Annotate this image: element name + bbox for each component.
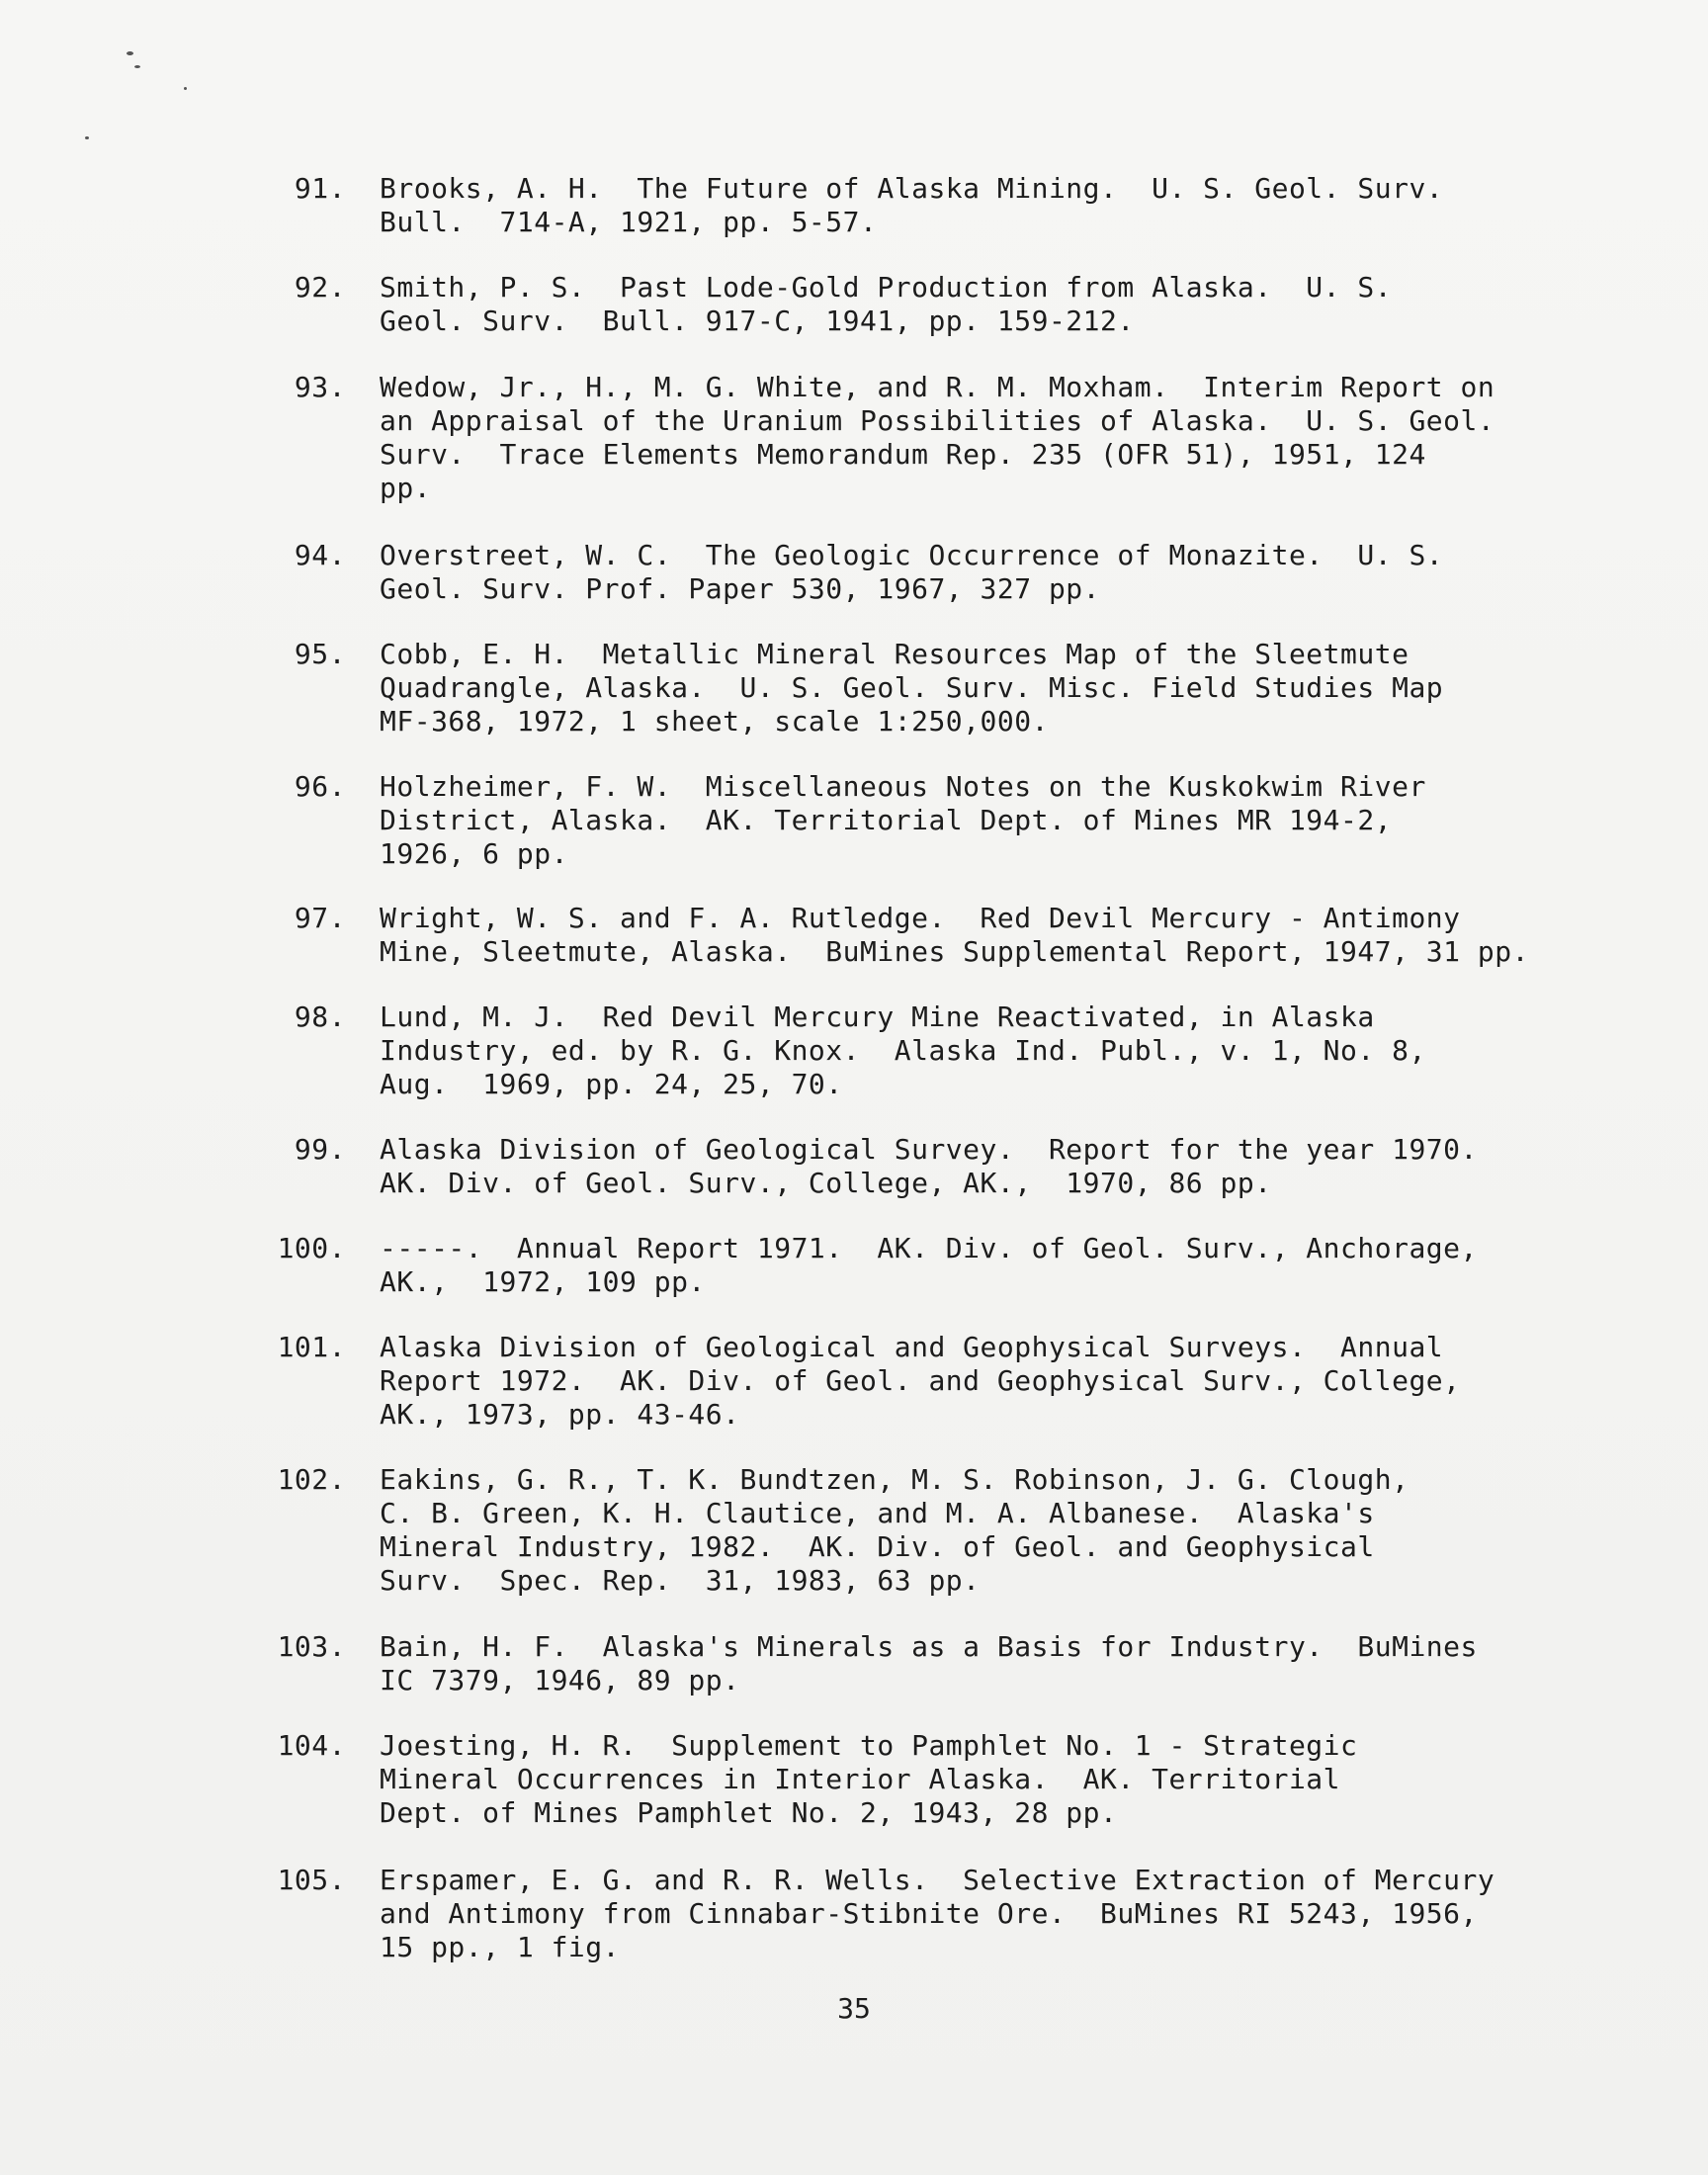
citation-line: AK. Div. of Geol. Surv., College, AK., 1970, 86 pp. (380, 1167, 1272, 1199)
reference-citation (380, 271, 1506, 338)
reference-citation (380, 902, 1529, 969)
page-number: 35 (837, 1992, 871, 2025)
reference-list (257, 172, 1542, 1996)
reference-citation (380, 1463, 1506, 1598)
reference-entry (257, 638, 1542, 739)
citation-line: Surv. Trace Elements Memorandum Rep. 235 (OFR 51), 1951, 124 (380, 438, 1426, 471)
citation-line: Alaska Division of Geological Survey. Report for the year 1970. (380, 1133, 1478, 1166)
reference-number: 103. (277, 1630, 346, 1663)
citation-line: Report 1972. AK. Div. of Geol. and Geophysical Surv., College, (380, 1364, 1461, 1397)
citation-line: Dept. of Mines Pamphlet No. 2, 1943, 28 pp. (380, 1796, 1118, 1829)
reference-entry (257, 1729, 1542, 1830)
reference-citation (380, 1232, 1506, 1299)
citation-line: Mineral Industry, 1982. AK. Div. of Geol. and Geophysical (380, 1530, 1375, 1563)
citation-line: an Appraisal of the Uranium Possibilities of Alaska. U. S. Geol. (380, 404, 1495, 437)
reference-entry (257, 770, 1542, 871)
citation-line: Eakins, G. R., T. K. Bundtzen, M. S. Robinson, J. G. Clough, (380, 1463, 1409, 1496)
reference-citation (380, 1864, 1506, 1964)
reference-citation (380, 539, 1506, 606)
reference-citation (380, 1133, 1506, 1200)
citation-line: and Antimony from Cinnabar-Stibnite Ore. BuMines RI 5243, 1956, (380, 1897, 1478, 1930)
citation-line: C. B. Green, K. H. Clautice, and M. A. Albanese. Alaska's (380, 1497, 1375, 1529)
scan-speck (127, 51, 133, 55)
citation-line: MF-368, 1972, 1 sheet, scale 1:250,000. (380, 705, 1049, 738)
reference-number: 105. (277, 1864, 346, 1896)
citation-line: Lund, M. J. Red Devil Mercury Mine Reactivated, in Alaska (380, 1000, 1375, 1033)
scan-speck (134, 65, 140, 68)
reference-entry (257, 1630, 1542, 1697)
reference-entry (257, 1133, 1542, 1200)
reference-entry (257, 902, 1542, 969)
reference-citation (380, 638, 1506, 739)
reference-number: 93. (294, 371, 346, 403)
citation-line: Alaska Division of Geological and Geophysical Surveys. Annual (380, 1331, 1444, 1363)
scan-speck (85, 136, 89, 139)
citation-line: Smith, P. S. Past Lode-Gold Production from Alaska. U. S. (380, 271, 1393, 304)
citation-line: Aug. 1969, pp. 24, 25, 70. (380, 1068, 843, 1100)
reference-number: 94. (294, 539, 346, 571)
reference-citation (380, 371, 1506, 505)
reference-number: 100. (277, 1232, 346, 1264)
reference-entry (257, 1864, 1542, 1964)
citation-line: Mineral Occurrences in Interior Alaska. AK. Territorial (380, 1763, 1341, 1795)
reference-number: 98. (294, 1000, 346, 1033)
citation-line: Overstreet, W. C. The Geologic Occurrence of Monazite. U. S. (380, 539, 1444, 571)
reference-number: 102. (277, 1463, 346, 1496)
reference-number: 97. (294, 902, 346, 934)
reference-entry (257, 1000, 1542, 1101)
reference-number: 104. (277, 1729, 346, 1762)
citation-line: Quadrangle, Alaska. U. S. Geol. Surv. Misc. Field Studies Map (380, 671, 1444, 704)
citation-line: Joesting, H. R. Supplement to Pamphlet No. 1 - Strategic (380, 1729, 1358, 1762)
citation-line: pp. (380, 472, 432, 504)
citation-line: Mine, Sleetmute, Alaska. BuMines Supplemental Report, 1947, 31 pp. (380, 935, 1529, 968)
citation-line: Bain, H. F. Alaska's Minerals as a Basis for Industry. BuMines (380, 1630, 1478, 1663)
reference-citation (380, 1630, 1506, 1697)
citation-line: Wright, W. S. and F. A. Rutledge. Red Devil Mercury - Antimony (380, 902, 1461, 934)
citation-line: District, Alaska. AK. Territorial Dept. of Mines MR 194-2, (380, 804, 1393, 836)
reference-number: 96. (294, 770, 346, 803)
citation-line: Wedow, Jr., H., M. G. White, and R. M. Moxham. Interim Report on (380, 371, 1495, 403)
reference-number: 99. (294, 1133, 346, 1166)
citation-line: Brooks, A. H. The Future of Alaska Mining. U. S. Geol. Surv. (380, 172, 1444, 205)
citation-line: Geol. Surv. Prof. Paper 530, 1967, 327 pp. (380, 572, 1101, 605)
citation-line: 1926, 6 pp. (380, 837, 568, 870)
reference-entry (257, 172, 1542, 239)
scan-speck (184, 87, 187, 90)
citation-line: Erspamer, E. G. and R. R. Wells. Selective Extraction of Mercury (380, 1864, 1495, 1896)
reference-entry (257, 539, 1542, 606)
reference-citation (380, 770, 1506, 871)
citation-line: IC 7379, 1946, 89 pp. (380, 1664, 740, 1696)
citation-line: AK., 1972, 109 pp. (380, 1265, 706, 1298)
reference-number: 91. (294, 172, 346, 205)
citation-line: Cobb, E. H. Metallic Mineral Resources Map of the Sleetmute (380, 638, 1409, 670)
reference-entry (257, 371, 1542, 505)
citation-line: -----. Annual Report 1971. AK. Div. of Geol. Surv., Anchorage, (380, 1232, 1478, 1264)
reference-citation (380, 1000, 1506, 1101)
citation-line: Industry, ed. by R. G. Knox. Alaska Ind. Publ., v. 1, No. 8, (380, 1034, 1426, 1067)
citation-line: Surv. Spec. Rep. 31, 1983, 63 pp. (380, 1564, 981, 1597)
citation-line: 15 pp., 1 fig. (380, 1931, 621, 1963)
reference-entry (257, 271, 1542, 338)
reference-citation (380, 1331, 1506, 1432)
reference-entry (257, 1463, 1542, 1598)
reference-entry (257, 1331, 1542, 1432)
reference-citation (380, 1729, 1506, 1830)
reference-number: 95. (294, 638, 346, 670)
citation-line: Holzheimer, F. W. Miscellaneous Notes on the Kuskokwim River (380, 770, 1426, 803)
reference-number: 101. (277, 1331, 346, 1363)
reference-citation (380, 172, 1506, 239)
citation-line: AK., 1973, pp. 43-46. (380, 1398, 740, 1431)
reference-entry (257, 1232, 1542, 1299)
citation-line: Geol. Surv. Bull. 917-C, 1941, pp. 159-212. (380, 304, 1135, 337)
citation-line: Bull. 714-A, 1921, pp. 5-57. (380, 206, 878, 238)
reference-number: 92. (294, 271, 346, 304)
